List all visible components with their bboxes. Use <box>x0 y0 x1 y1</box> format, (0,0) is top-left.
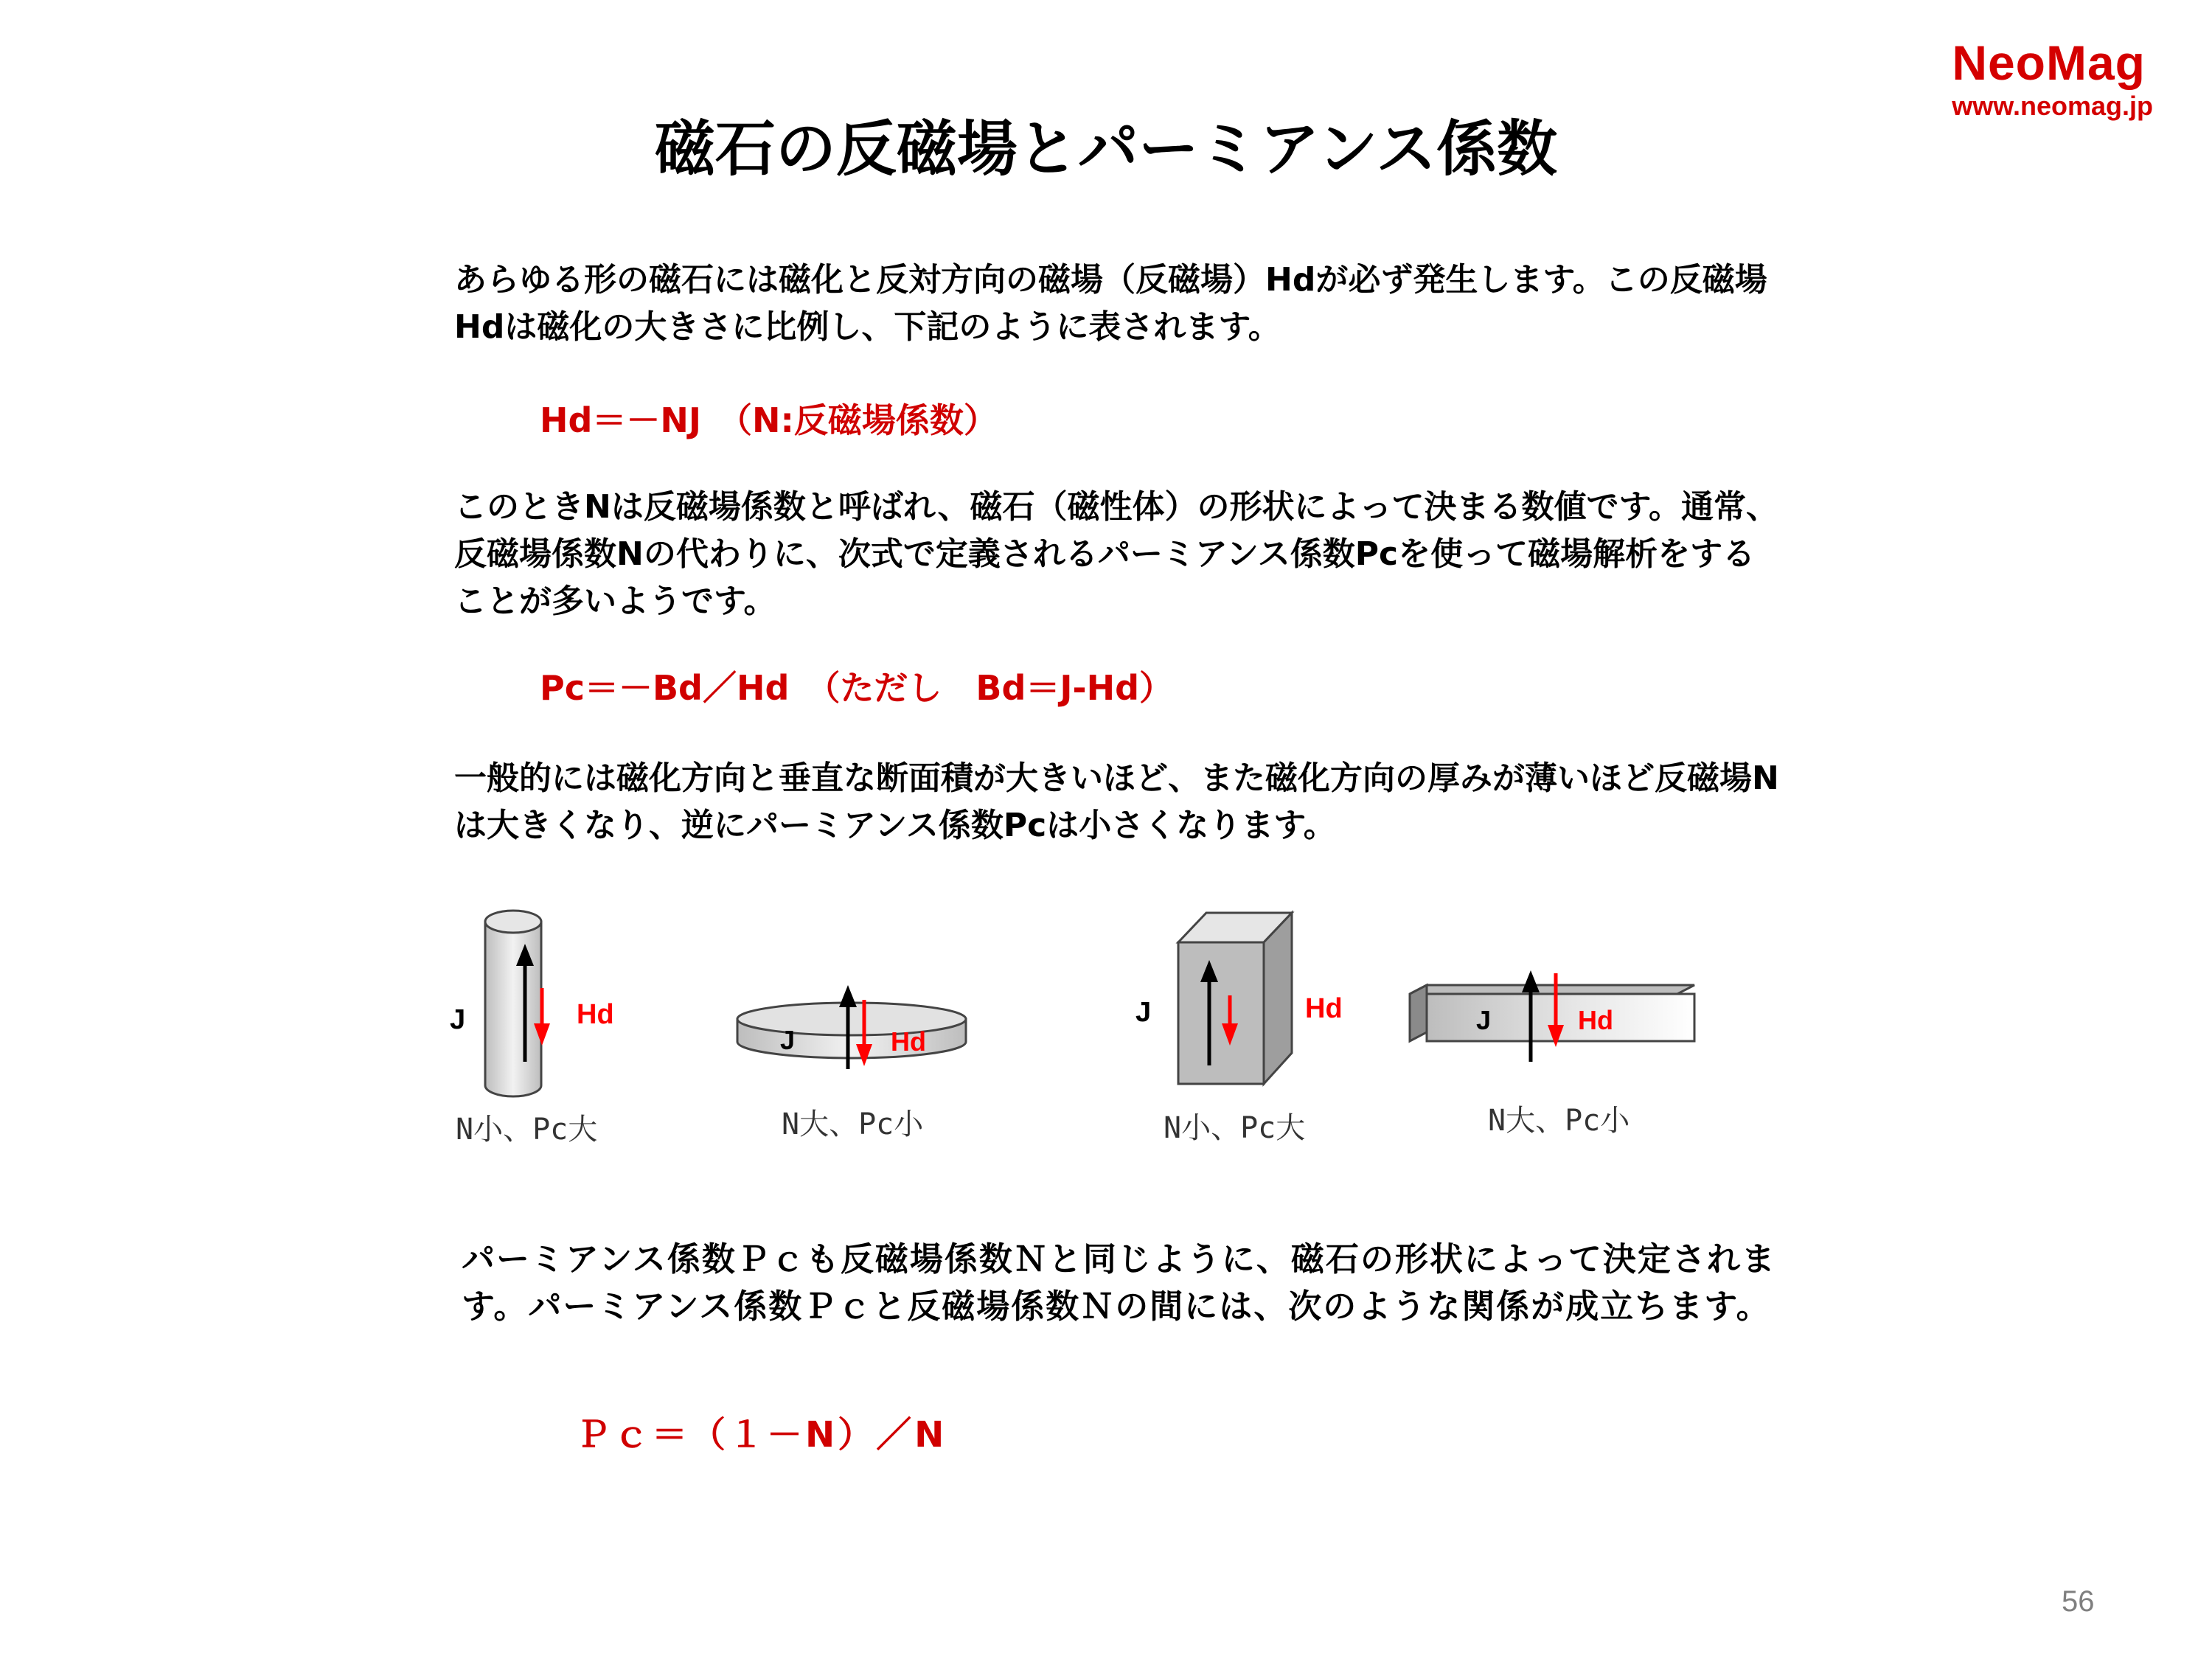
plate-left <box>1410 985 1427 1041</box>
logo-url: www.neomag.jp <box>1952 91 2153 121</box>
paragraph-intro: あらゆる形の磁石には磁化と反対方向の磁場（反磁場）Hdが必ず発生します。この反磁場Hdは磁化の大きさに比例し、下記のように表されます。 <box>454 261 1767 346</box>
paragraph-demagnetizing-factor: このときNは反磁場係数と呼ばれ、磁石（磁性体）の形状によって決まる数値です。通常、反磁場係数Nの代わりに、次式で定義されるパーミアンス係数Pcを使って磁場解析をすることが多いようです。 <box>454 488 1778 620</box>
fig3-label-hd: Hd <box>1305 993 1343 1024</box>
figure-tall-cylinder <box>485 911 550 1096</box>
figure-tall-block <box>1178 913 1292 1084</box>
formula-pc-n-relation: Ｐｃ＝（１－N）／N <box>575 1414 947 1455</box>
block-side <box>1264 913 1292 1084</box>
fig2-caption: N大、Pc小 <box>782 1107 924 1141</box>
cylinder-body <box>485 922 541 1096</box>
fig4-label-hd: Hd <box>1578 1005 1613 1035</box>
fig1-label-hd: Hd <box>577 999 614 1030</box>
block-front <box>1178 942 1264 1084</box>
fig4-label-j: J <box>1476 1005 1492 1035</box>
fig3-label-j: J <box>1135 997 1152 1028</box>
j-arrow-head <box>1522 970 1540 992</box>
j-arrow-head <box>839 985 857 1007</box>
cylinder-top <box>485 911 541 933</box>
page-title: 磁石の反磁場とパーミアンス係数 <box>654 114 1558 184</box>
figure-flat-plate <box>1410 970 1694 1062</box>
plate-front <box>1427 994 1694 1041</box>
formula-permeance-coefficient: Pc＝－Bd／Hd （ただし Bd＝J-Hd） <box>540 668 1174 708</box>
fig3-caption: N小、Pc大 <box>1164 1111 1306 1145</box>
logo-name: NeoMag <box>1952 35 2146 90</box>
paragraph-permeance-relation: パーミアンス係数Ｐｃも反磁場係数Ｎと同じように、磁石の形状によって決定されます。パーミアンス係数Ｐｃと反磁場係数Ｎの間には、次のような関係が成立ちます。 <box>462 1239 1776 1326</box>
paragraph-shape-dependence: 一般的には磁化方向と垂直な断面積が大きいほど、また磁化方向の厚みが薄いほど反磁場Nは大きくなり、逆にパーミアンス係数Pcは小さくなります。 <box>454 759 1779 844</box>
disc-top <box>737 1003 966 1035</box>
fig1-caption: N小、Pc大 <box>456 1113 598 1147</box>
figure-flat-disc <box>737 985 966 1069</box>
fig2-label-hd: Hd <box>891 1026 926 1057</box>
fig4-caption: N大、Pc小 <box>1488 1104 1630 1138</box>
page-number: 56 <box>2062 1585 2095 1618</box>
plate-top <box>1410 985 1694 994</box>
formula-demagnetizing-field: Hd＝－NJ （N:反磁場係数） <box>540 400 998 440</box>
fig2-label-j: J <box>780 1025 796 1055</box>
fig1-label-j: J <box>450 1004 466 1035</box>
